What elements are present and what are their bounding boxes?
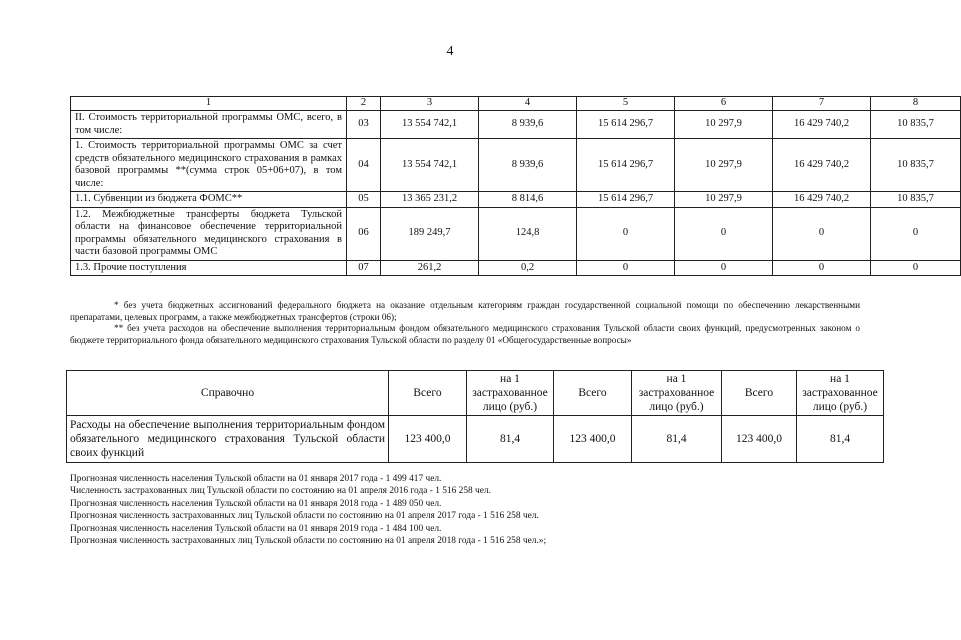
- col-header: Справочно: [67, 371, 389, 416]
- col-header: 8: [871, 97, 961, 111]
- reference-table: [66, 370, 884, 463]
- table-cell: 16 429 740,2: [773, 192, 871, 208]
- row-code: 06: [347, 207, 381, 260]
- table-cell: 261,2: [381, 260, 479, 276]
- footnote: * без учета бюджетных ассигнований федерального бюджета на оказание отдельным категориям граждан государственной социальной помощи по обеспечению лекарственными препаратами, целевых программ, а также межбюджетных трансфертов (строки 06);: [70, 300, 860, 322]
- table-header-row: [67, 371, 884, 416]
- population-line: Прогнозная численность населения Тульской области на 01 января 2018 года - 1 489 050 чел.: [70, 498, 442, 509]
- table-cell: 0: [871, 207, 961, 260]
- table-row: [71, 260, 961, 276]
- row-description: 1.3. Прочие поступления: [71, 260, 347, 276]
- col-header: 2: [347, 97, 381, 111]
- table-cell: 10 297,9: [675, 111, 773, 139]
- program-cost-table: [70, 96, 961, 276]
- table-cell: 0: [773, 207, 871, 260]
- col-header: 7: [773, 97, 871, 111]
- table-cell: 16 429 740,2: [773, 111, 871, 139]
- table-cell: 13 554 742,1: [381, 139, 479, 192]
- col-header: 1: [71, 97, 347, 111]
- table-cell: 15 614 296,7: [577, 192, 675, 208]
- population-line: Численность застрахованных лиц Тульской области по состоянию на 01 апреля 2016 года - 1 516 258 чел.: [70, 486, 491, 497]
- table-row: [71, 139, 961, 192]
- col-header: на 1 застрахованное лицо (руб.): [467, 371, 554, 416]
- population-line: Прогнозная численность застрахованных лиц Тульской области по состоянию на 01 апреля 2018 года - 1 516 258 чел.»;: [70, 536, 547, 547]
- table-cell: 16 429 740,2: [773, 139, 871, 192]
- table-cell: 8 939,6: [479, 139, 577, 192]
- table-cell: 15 614 296,7: [577, 111, 675, 139]
- table-row: [71, 111, 961, 139]
- table-cell: 10 835,7: [871, 111, 961, 139]
- col-header: Всего: [722, 371, 797, 416]
- footnotes: [70, 300, 860, 346]
- table-cell: 124,8: [479, 207, 577, 260]
- population-line: Прогнозная численность населения Тульской области на 01 января 2019 года - 1 484 100 чел.: [70, 523, 442, 534]
- table-cell: 10 297,9: [675, 139, 773, 192]
- row-description: 1.2. Межбюджетные трансферты бюджета Тульской области на финансовое обеспечение территориальной программы обязательного медицинского страхования в части базовой программы ОМС: [71, 207, 347, 260]
- row-description: Расходы на обеспечение выполнения территориальным фондом обязательного медицинского страхования Тульской области своих функций: [67, 416, 389, 463]
- col-header: Всего: [554, 371, 632, 416]
- table-cell: 13 365 231,2: [381, 192, 479, 208]
- page-number: 4: [446, 44, 454, 59]
- col-header: 5: [577, 97, 675, 111]
- col-header: на 1 застрахованное лицо (руб.): [797, 371, 884, 416]
- table-cell: 0: [871, 260, 961, 276]
- table-cell: 15 614 296,7: [577, 139, 675, 192]
- row-code: 05: [347, 192, 381, 208]
- table-cell: 0: [577, 207, 675, 260]
- table-cell: 0: [577, 260, 675, 276]
- table-cell: 81,4: [467, 416, 554, 463]
- table-cell: 123 400,0: [722, 416, 797, 463]
- col-header: Всего: [389, 371, 467, 416]
- table-cell: 10 297,9: [675, 192, 773, 208]
- footnote: ** без учета расходов на обеспечение выполнения территориальным фондом обязательного медицинского страхования Тульской области своих функций, предусмотренных законом о бюджете территориального фонда обязательного медицинского страхования Тульской области по разделу 01 «Общегосударственные вопросы»: [70, 323, 860, 345]
- table-cell: 0: [675, 260, 773, 276]
- table-cell: 0: [773, 260, 871, 276]
- table-cell: 13 554 742,1: [381, 111, 479, 139]
- col-header: 6: [675, 97, 773, 111]
- table-cell: 8 814,6: [479, 192, 577, 208]
- row-description: 1. Стоимость территориальной программы ОМС за счет средств обязательного медицинского страхования в рамках базовой программы **(сумма строк 05+06+07), в том числе:: [71, 139, 347, 192]
- row-description: 1.1. Субвенции из бюджета ФОМС**: [71, 192, 347, 208]
- table-cell: 123 400,0: [389, 416, 467, 463]
- table-cell: 81,4: [797, 416, 884, 463]
- row-code: 04: [347, 139, 381, 192]
- row-code: 03: [347, 111, 381, 139]
- row-description: II. Стоимость территориальной программы ОМС, всего, в том числе:: [71, 111, 347, 139]
- table-cell: 0: [675, 207, 773, 260]
- table-cell: 10 835,7: [871, 192, 961, 208]
- col-header: 4: [479, 97, 577, 111]
- table-cell: 8 939,6: [479, 111, 577, 139]
- table-row: [71, 192, 961, 208]
- table-row: [71, 207, 961, 260]
- population-line: Прогнозная численность населения Тульской области на 01 января 2017 года - 1 499 417 чел.: [70, 474, 442, 484]
- col-header: 3: [381, 97, 479, 111]
- table-cell: 0,2: [479, 260, 577, 276]
- table-cell: 81,4: [632, 416, 722, 463]
- col-header: на 1 застрахованное лицо (руб.): [632, 371, 722, 416]
- row-code: 07: [347, 260, 381, 276]
- table-cell: 10 835,7: [871, 139, 961, 192]
- table-cell: 189 249,7: [381, 207, 479, 260]
- population-line: Прогнозная численность застрахованных лиц Тульской области по состоянию на 01 апреля 2017 года - 1 516 258 чел.: [70, 511, 539, 522]
- table-row: [67, 416, 884, 463]
- population-figures: [70, 473, 860, 547]
- table-header-row: [71, 97, 961, 111]
- table-cell: 123 400,0: [554, 416, 632, 463]
